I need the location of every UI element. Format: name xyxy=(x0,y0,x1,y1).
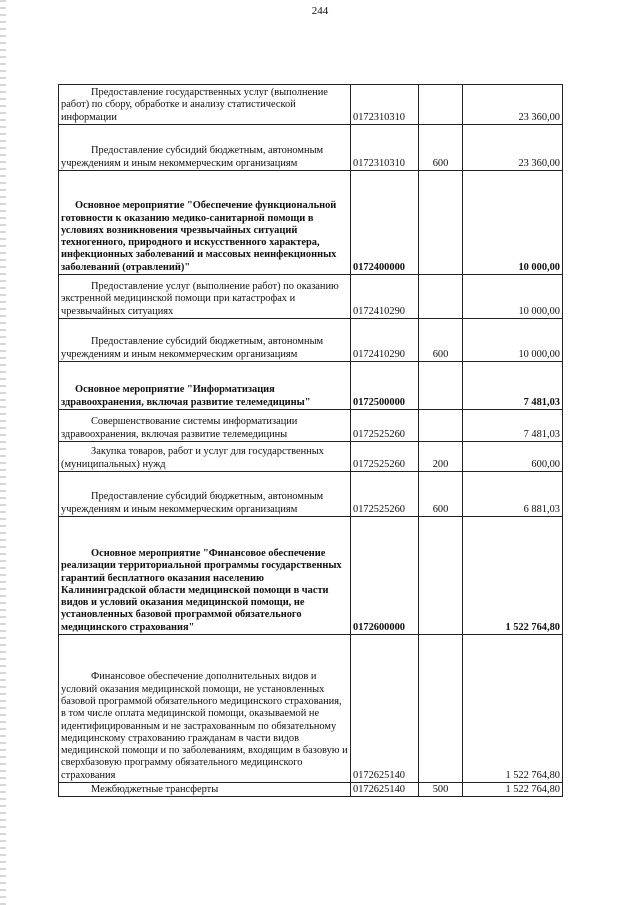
row-amount: 1 522 764,80 xyxy=(463,783,563,797)
row-code: 0172500000 xyxy=(351,362,419,410)
row-name: Основное мероприятие "Обеспечение функциональной готовности к оказанию медико-санитарной помощи в условиях возникновения чрезвычайных ситуаций техногенного, природного и искусственного характера, инфекционных заболеваний и массовых неинфекционных заболеваний (отравлений)" xyxy=(59,171,351,275)
row-code: 0172400000 xyxy=(351,171,419,275)
row-expense-type: 600 xyxy=(419,472,463,517)
row-code: 0172410290 xyxy=(351,275,419,319)
row-expense-type: 600 xyxy=(419,125,463,171)
row-amount: 6 881,03 xyxy=(463,472,563,517)
table-row xyxy=(59,319,563,362)
row-name: Основное мероприятие "Информатизация здравоохранения, включая развитие телемедицины" xyxy=(59,362,351,410)
row-name: Предоставление субсидий бюджетным, автономным учреждениям и иным некоммерческим организациям xyxy=(59,125,351,171)
row-expense-type xyxy=(419,362,463,410)
table-row xyxy=(59,362,563,410)
row-code: 0172410290 xyxy=(351,319,419,362)
row-expense-type: 500 xyxy=(419,783,463,797)
row-amount: 10 000,00 xyxy=(463,275,563,319)
row-name: Межбюджетные трансферты xyxy=(59,783,351,797)
row-code: 0172600000 xyxy=(351,517,419,635)
row-amount: 1 522 764,80 xyxy=(463,517,563,635)
table-row xyxy=(59,410,563,442)
row-amount: 7 481,03 xyxy=(463,410,563,442)
row-name: Основное мероприятие "Финансовое обеспечение реализации территориальной программы государственных гарантий бесплатного оказания населению Калининградской области медицинской помощи в части видов и условий оказания медицинской помощи, не установленных базовой программой обязательного медицинского страхования" xyxy=(59,517,351,635)
row-amount: 7 481,03 xyxy=(463,362,563,410)
row-expense-type xyxy=(419,275,463,319)
row-amount: 23 360,00 xyxy=(463,85,563,125)
table-row xyxy=(59,635,563,783)
row-amount: 10 000,00 xyxy=(463,319,563,362)
row-name: Предоставление субсидий бюджетным, автономным учреждениям и иным некоммерческим организациям xyxy=(59,319,351,362)
row-expense-type xyxy=(419,171,463,275)
row-code: 0172525260 xyxy=(351,472,419,517)
row-name: Закупка товаров, работ и услуг для государственных (муниципальных) нужд xyxy=(59,442,351,472)
row-name: Предоставление услуг (выполнение работ) по оказанию экстренной медицинской помощи при катастрофах и чрезвычайных ситуациях xyxy=(59,275,351,319)
row-expense-type xyxy=(419,410,463,442)
binding-edge xyxy=(0,0,6,905)
row-code: 0172525260 xyxy=(351,442,419,472)
table-row xyxy=(59,171,563,275)
row-expense-type xyxy=(419,85,463,125)
row-code: 0172525260 xyxy=(351,410,419,442)
row-name: Совершенствование системы информатизации здравоохранения, включая развитие телемедицины xyxy=(59,410,351,442)
row-expense-type: 200 xyxy=(419,442,463,472)
row-name: Финансовое обеспечение дополнительных видов и условий оказания медицинской помощи, не установленных базовой программой обязательного медицинского страхования, в том числе оплата медицинской помощи, оказываемой не идентифицированным и не застрахованным по обязательному медицинскому страхованию гражданам в части видов медицинской помощи и по заболеваниям, входящим в базовую и сверхбазовую программу обязательного медицинского страхования xyxy=(59,635,351,783)
table-row xyxy=(59,275,563,319)
row-name: Предоставление государственных услуг (выполнение работ) по сбору, обработке и анализу статистической информации xyxy=(59,85,351,125)
table-row xyxy=(59,85,563,125)
table-row xyxy=(59,472,563,517)
table-row xyxy=(59,442,563,472)
table-row xyxy=(59,125,563,171)
table-row xyxy=(59,783,563,797)
row-code: 0172625140 xyxy=(351,635,419,783)
budget-table xyxy=(58,84,563,797)
page-number: 244 xyxy=(311,5,329,17)
row-expense-type: 600 xyxy=(419,319,463,362)
row-code: 0172310310 xyxy=(351,85,419,125)
row-code: 0172310310 xyxy=(351,125,419,171)
row-expense-type xyxy=(419,635,463,783)
table-row xyxy=(59,517,563,635)
row-code: 0172625140 xyxy=(351,783,419,797)
row-name: Предоставление субсидий бюджетным, автономным учреждениям и иным некоммерческим организациям xyxy=(59,472,351,517)
row-expense-type xyxy=(419,517,463,635)
row-amount: 23 360,00 xyxy=(463,125,563,171)
row-amount: 600,00 xyxy=(463,442,563,472)
row-amount: 10 000,00 xyxy=(463,171,563,275)
row-amount: 1 522 764,80 xyxy=(463,635,563,783)
